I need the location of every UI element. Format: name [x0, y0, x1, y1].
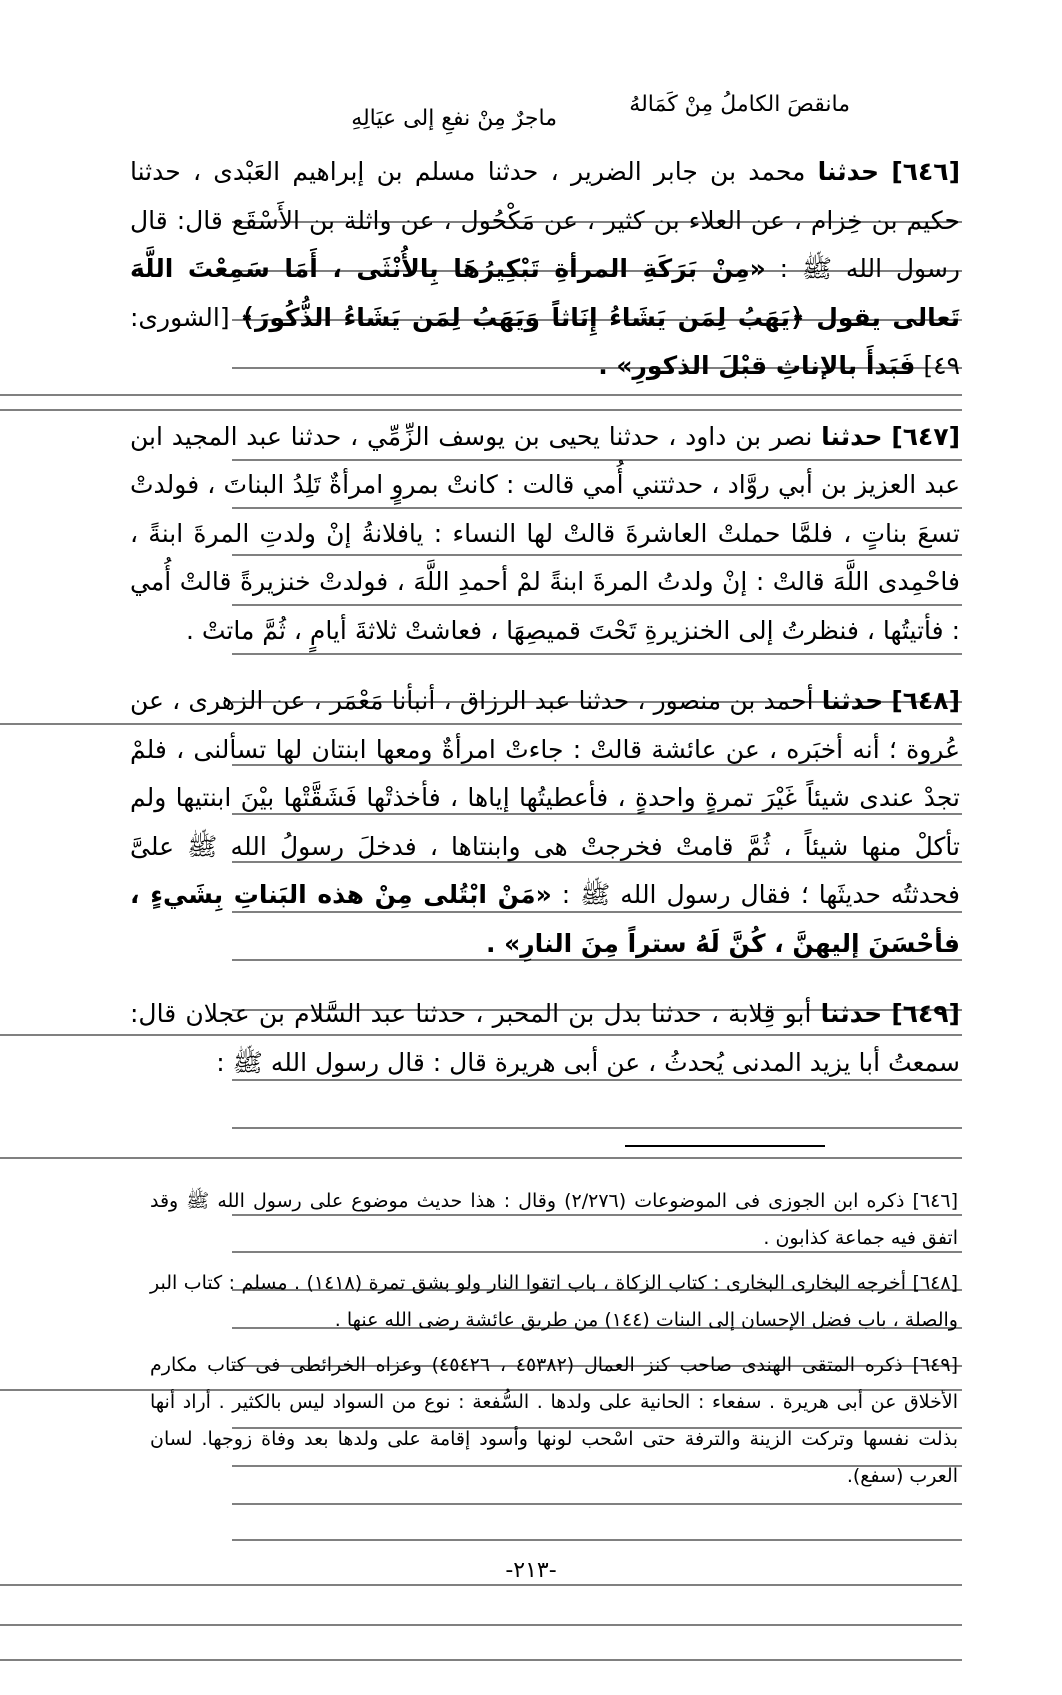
footnote-649: [٦٤٩] ذكره المتقى الهندى صاحب كنز العمال (٤٥٣٨٢ ، ٤٥٤٢٦) وعزاه الخرائطى فى كتاب مكارم الأخلاق عن أبى هريرة . سفعاء : الحانية على ولدها . السُّفعة : نوع من السواد ليس بالكثير . أراد أنها بذلت نفسها وتركت الزينة والترفة حتى اسْحب لونها وأسود إقامة على ولدها بعد وفاة زوجها. لسان العرب (سفع). — [150, 1354, 958, 1487]
hadith-number: [٦٤٩] — [891, 999, 960, 1028]
hadith-648 — [130, 677, 960, 968]
hadith-number: [٦٤٧] — [891, 421, 961, 451]
page-number: -٢١٣- — [505, 1558, 557, 1583]
header-left: ماجرٌ مِنْ نفعِ إلى عيَالِهِ — [351, 106, 557, 131]
hadith-647 — [130, 413, 960, 656]
hadith-number: [٦٤٨] — [891, 686, 960, 715]
footnote-646: [٦٤٦] ذكره ابن الجوزى فى الموضوعات (٢/٢٧٦) وقال : هذا حديث موضوع على رسول الله ﷺ وقد اتفق فيه جماعة كذابون . — [150, 1190, 958, 1249]
main-text — [130, 148, 960, 1109]
hadith-lead: حدثنا — [817, 157, 880, 186]
quran-reference: [الشورى: ٤٩] — [130, 302, 960, 380]
header-right: مانقصَ الكاملُ مِنْ كَمَالهُ — [629, 92, 850, 117]
hadith-lead: حدثنا — [821, 686, 884, 715]
hadith-text: أبو قِلابة ، حدثنا بدل بن المحبر ، حدثنا عبد السَّلام بن عجلان قال: سمعتُ أبا يزيد المدنى يُحدثُ ، عن أبى هريرة قال : قال رسول الله ﷺ : — [130, 999, 960, 1077]
running-header — [0, 92, 1062, 132]
hadith-646 — [130, 148, 960, 391]
hadith-lead: حدثنا — [821, 421, 883, 451]
hadith-text: نصر بن داود ، حدثنا يحيى بن يوسف الزِّمِّي ، حدثنا عبد المجيد ابن عبد العزيز بن أبي روَّاد ، حدثتني أُمي قالت : كانتْ بمروٍ امرأةٌ تَلِدُ البناتَ ، فولدتْ تسعَ بناتٍ ، فلمَّا حملتْ العاشرةَ قالتْ لها النساء : يافلانةُ إنْ ولدتِ المرةَ ابنةً ، فاحْمِدى اللَّهَ قالتْ : إنْ ولدتُ المرةَ ابنةً لمْ أحمدِ اللَّهَ ، فولدتْ خنزيرةً قالتْ أُمي : فأتيتُها ، فنظرتُ إلى الخنزيرةِ تَحْتَ قميصِهَا ، فعاشتْ ثلاثةَ أيامٍ ، ثُمَّ ماتتْ . — [130, 421, 960, 645]
hadith-text: أحمد بن منصور ، حدثنا عبد الرزاق ، أنبأنا مَعْمَر ، عن الزهرى ، عن عُروة ؛ أنه أخبَره ، عن عائشة قالتْ : جاءتْ امرأةٌ ومعها ابنتان لها تسألنى ، فلمْ تجدْ عندى شيئاً غَيْرَ تمرةٍ واحدةٍ ، فأعطيتُها إياها ، فأخذتْها فَشَقَّتْها بيْنَ ابنتيها ولم تأكلْ منها شيئاً ، ثُمَّ قامتْ فخرجتْ هى وابنتاها ، فدخلَ رسولُ الله ﷺ علىَّ فحدثتُه حديثَها ؛ فقال رسول الله ﷺ : — [130, 686, 960, 909]
hadith-matn-end: فَبَدأَ بالإناثِ قبْلَ الذكورِ» . — [598, 351, 916, 380]
hadith-matn: «مِنْ بَرَكَةِ المرأةِ تَبْكِيرُهَا بِالأُنْثَى ، أَمَا سَمِعْتَ اللَّهَ تَعالى يقول ﴿يَهَبُ لِمَن يَشَاءُ إِنَاثاً وَيَهَبُ لِمَن يَشَاءُ الذُّكُورَ﴾ — [130, 254, 960, 332]
footnotes — [150, 1183, 958, 1503]
footnote-648: [٦٤٨] أخرجه البخارى البخارى : كتاب الزكاة ، باب اتقوا النار ولو بشق تمرة (١٤١٨) . مسلم : كتاب البر والصلة ، باب فضل الإحسان إلى البنات (١٤٤) من طريق عائشة رضى الله عنها . — [150, 1272, 958, 1331]
hadith-649 — [130, 990, 960, 1087]
hadith-matn: «مَنْ ابْتُلى مِنْ هذه البَناتِ بِشَيءٍ ، فأحْسَنَ إليهنَّ ، كُنَّ لَهُ ستراً مِنَ النارِ» . — [130, 880, 960, 958]
hadith-number: [٦٤٦] — [891, 157, 960, 186]
hadith-lead: حدثنا — [820, 999, 883, 1028]
hadith-text: محمد بن جابر الضرير ، حدثنا مسلم بن إبراهيم العَبْدى ، حدثنا حكيم بن خِزام ، عن العلاء بن كثير ، عن مَكْحُول ، عن واثلة بن الأَسْقَع قال: قال رسول الله ﷺ : — [130, 157, 960, 283]
footnote-separator — [625, 1145, 825, 1147]
